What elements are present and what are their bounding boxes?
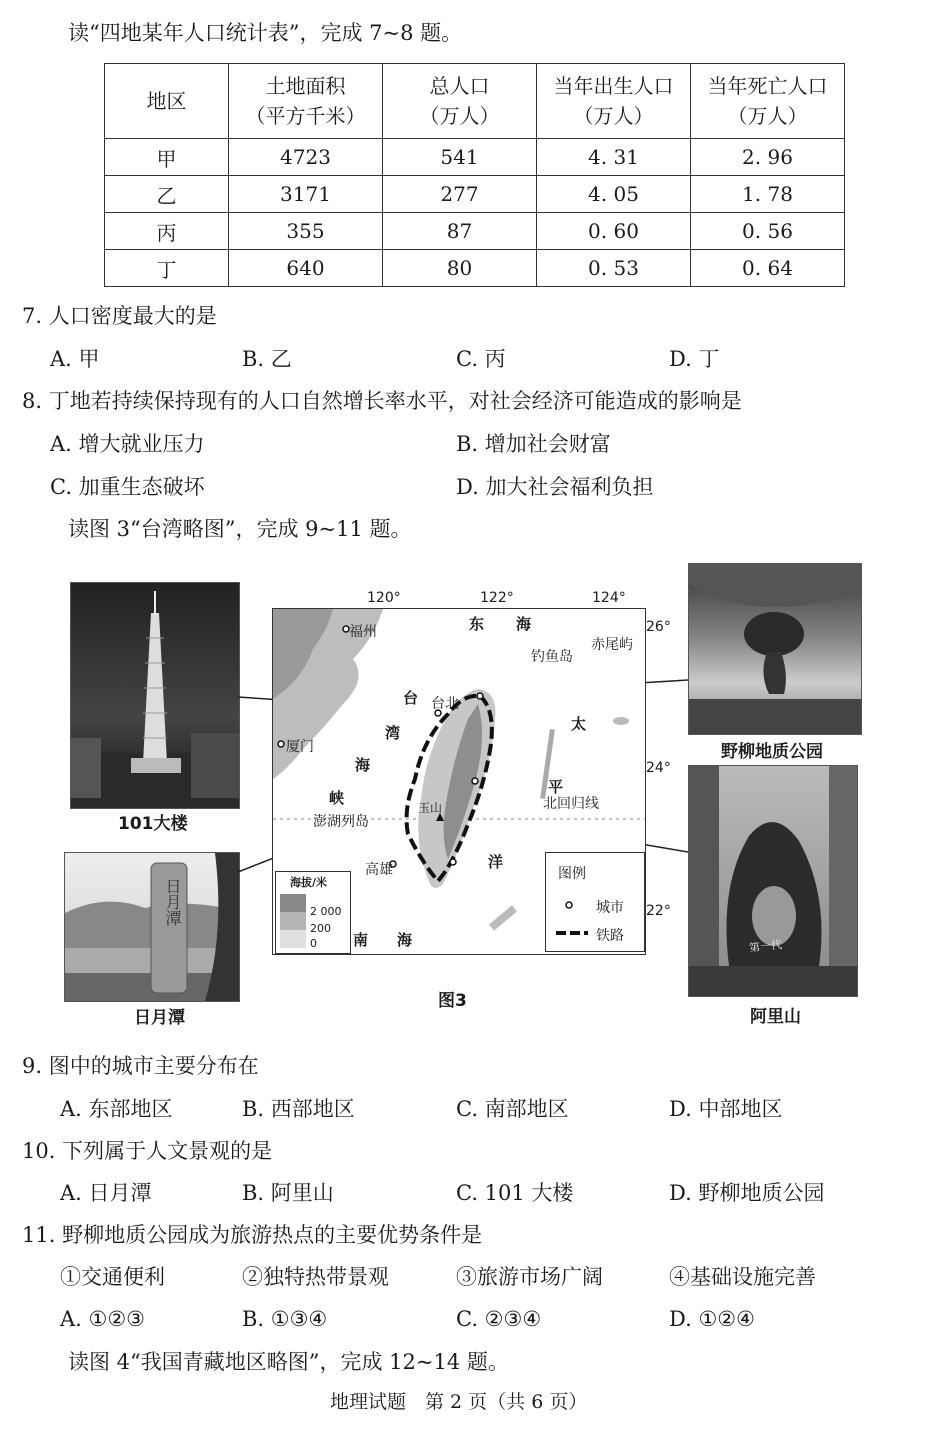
tower-caption: 101大楼 bbox=[118, 814, 188, 834]
table-cell: 甲 bbox=[105, 139, 229, 176]
lat-label: 26° bbox=[646, 619, 671, 635]
city-fuzhou: 福州 bbox=[349, 624, 377, 640]
elevation-swatch-low bbox=[280, 930, 306, 948]
q10-option-b[interactable]: B. 阿里山 bbox=[242, 1181, 334, 1205]
place-diaoyu: 钓鱼岛 bbox=[531, 649, 573, 665]
lake-caption: 日月潭 bbox=[134, 1008, 185, 1028]
legend-rail-label: 铁路 bbox=[596, 928, 624, 944]
elevation-tick: 2 000 bbox=[310, 905, 342, 918]
q8-option-a[interactable]: A. 增大就业压力 bbox=[50, 432, 205, 456]
table-cell: 0. 53 bbox=[537, 250, 691, 287]
header-unit: （万人） bbox=[573, 104, 654, 128]
lat-label: 24° bbox=[646, 760, 671, 776]
table-cell: 0. 64 bbox=[691, 250, 845, 287]
q11-statement-1: ①交通便利 bbox=[60, 1265, 165, 1289]
table-cell: 丙 bbox=[105, 213, 229, 250]
page-footer: 地理试题 第 2 页（共 6 页） bbox=[330, 1391, 588, 1413]
q7-option-c[interactable]: C. 丙 bbox=[456, 347, 506, 371]
legend-symbols bbox=[554, 897, 590, 941]
legend-title: 图例 bbox=[558, 866, 586, 882]
elevation-key bbox=[275, 871, 351, 954]
sea-label: 湾 bbox=[385, 724, 401, 742]
intro-9-11: 读图 3“台湾略图”，完成 9~11 题。 bbox=[68, 517, 412, 541]
table-cell: 乙 bbox=[105, 176, 229, 213]
sea-label: 海 bbox=[397, 931, 413, 949]
table-cell: 277 bbox=[383, 176, 537, 213]
sea-label: 南 bbox=[353, 931, 369, 949]
question-8-stem: 8. 丁地若持续保持现有的人口自然增长率水平，对社会经济可能造成的影响是 bbox=[22, 389, 742, 413]
q9-option-b[interactable]: B. 西部地区 bbox=[242, 1097, 355, 1121]
q11-option-a[interactable]: A. ①②③ bbox=[60, 1307, 145, 1331]
rock-caption: 野柳地质公园 bbox=[721, 742, 823, 762]
lon-label: 124° bbox=[592, 590, 626, 606]
q7-option-d[interactable]: D. 丁 bbox=[669, 347, 720, 371]
place-chiwei: 赤尾屿 bbox=[591, 637, 633, 653]
taiwan-map bbox=[272, 608, 646, 955]
question-10-stem: 10. 下列属于人文景观的是 bbox=[22, 1139, 273, 1163]
q11-option-d[interactable]: D. ①②④ bbox=[669, 1307, 755, 1331]
sea-label: 台 bbox=[403, 689, 419, 707]
q8-option-b[interactable]: B. 增加社会财富 bbox=[456, 432, 611, 456]
q11-statement-4: ④基础设施完善 bbox=[669, 1265, 816, 1289]
figure-title: 图3 bbox=[438, 991, 467, 1011]
sea-label: 海 bbox=[355, 756, 371, 774]
q10-option-c[interactable]: C. 101 大楼 bbox=[456, 1181, 574, 1205]
table-cell: 0. 60 bbox=[537, 213, 691, 250]
header-text: 当年死亡人口 bbox=[707, 74, 828, 98]
question-9-stem: 9. 图中的城市主要分布在 bbox=[22, 1054, 259, 1078]
q11-statement-2: ②独特热带景观 bbox=[242, 1265, 389, 1289]
tropic-label: 北回归线 bbox=[543, 796, 599, 812]
table-cell: 3171 bbox=[229, 176, 383, 213]
question-7-stem: 7. 人口密度最大的是 bbox=[22, 304, 217, 328]
q11-statement-3: ③旅游市场广阔 bbox=[456, 1265, 603, 1289]
q10-option-a[interactable]: A. 日月潭 bbox=[60, 1181, 152, 1205]
city-symbol bbox=[566, 902, 572, 908]
q8-option-d[interactable]: D. 加大社会福利负担 bbox=[456, 475, 654, 499]
elevation-title: 海拔/米 bbox=[290, 876, 328, 889]
q7-option-a[interactable]: A. 甲 bbox=[50, 347, 100, 371]
table-cell: 640 bbox=[229, 250, 383, 287]
intro-7-8: 读“四地某年人口统计表”，完成 7~8 题。 bbox=[68, 21, 463, 45]
table-cell: 丁 bbox=[105, 250, 229, 287]
q9-option-d[interactable]: D. 中部地区 bbox=[669, 1097, 783, 1121]
lake-sign-text: 日月潭 bbox=[163, 878, 182, 926]
lat-label: 22° bbox=[646, 903, 671, 919]
header-unit: （平方千米） bbox=[245, 104, 366, 128]
table-cell: 0. 56 bbox=[691, 213, 845, 250]
legend-city-label: 城市 bbox=[596, 900, 624, 916]
sea-label: 太 bbox=[571, 715, 587, 733]
header-text: 土地面积 bbox=[265, 74, 346, 98]
lon-label: 122° bbox=[480, 590, 514, 606]
map-legend bbox=[545, 852, 645, 952]
elevation-swatch-mid bbox=[280, 912, 306, 930]
q11-option-c[interactable]: C. ②③④ bbox=[456, 1307, 542, 1331]
table-cell: 355 bbox=[229, 213, 383, 250]
question-11-stem: 11. 野柳地质公园成为旅游热点的主要优势条件是 bbox=[22, 1223, 483, 1247]
elevation-tick: 200 bbox=[310, 922, 331, 935]
sea-label: 峡 bbox=[329, 789, 345, 807]
intro-12-14: 读图 4“我国青藏地区略图”，完成 12~14 题。 bbox=[68, 1350, 509, 1374]
tree-caption: 阿里山 bbox=[750, 1007, 801, 1027]
place-penghu: 澎湖列岛 bbox=[313, 814, 369, 830]
lon-label: 120° bbox=[367, 590, 401, 606]
table-cell: 4. 31 bbox=[537, 139, 691, 176]
q7-option-b[interactable]: B. 乙 bbox=[242, 347, 292, 371]
city-gaoxiong: 高雄 bbox=[365, 862, 393, 878]
header-text: 当年出生人口 bbox=[553, 74, 674, 98]
table-cell: 87 bbox=[383, 213, 537, 250]
table-cell: 541 bbox=[383, 139, 537, 176]
header-text: 地区 bbox=[146, 89, 187, 113]
q11-option-b[interactable]: B. ①③④ bbox=[242, 1307, 328, 1331]
table-cell: 2. 96 bbox=[691, 139, 845, 176]
q10-option-d[interactable]: D. 野柳地质公园 bbox=[669, 1181, 825, 1205]
header-unit: （万人） bbox=[727, 104, 808, 128]
sea-label: 洋 bbox=[488, 853, 504, 871]
elevation-swatch-high bbox=[280, 894, 306, 912]
table-cell: 4. 05 bbox=[537, 176, 691, 213]
city-xiamen: 厦门 bbox=[286, 739, 314, 755]
sea-label: 平 bbox=[548, 778, 564, 796]
header-text: 总人口 bbox=[429, 74, 490, 98]
table-cell: 1. 78 bbox=[691, 176, 845, 213]
header-unit: （万人） bbox=[419, 104, 500, 128]
q9-option-a[interactable]: A. 东部地区 bbox=[60, 1097, 173, 1121]
tree-sign-text: 第一代 bbox=[748, 938, 783, 955]
city-taibei: 台北 bbox=[431, 696, 459, 712]
table-cell: 80 bbox=[383, 250, 537, 287]
place-yushan: 玉山 bbox=[418, 801, 443, 815]
elevation-tick: 0 bbox=[310, 937, 317, 950]
q8-option-c[interactable]: C. 加重生态破坏 bbox=[50, 475, 205, 499]
table-cell: 4723 bbox=[229, 139, 383, 176]
sea-label: 东 bbox=[469, 615, 485, 633]
q9-option-c[interactable]: C. 南部地区 bbox=[456, 1097, 569, 1121]
sea-label: 海 bbox=[516, 615, 532, 633]
